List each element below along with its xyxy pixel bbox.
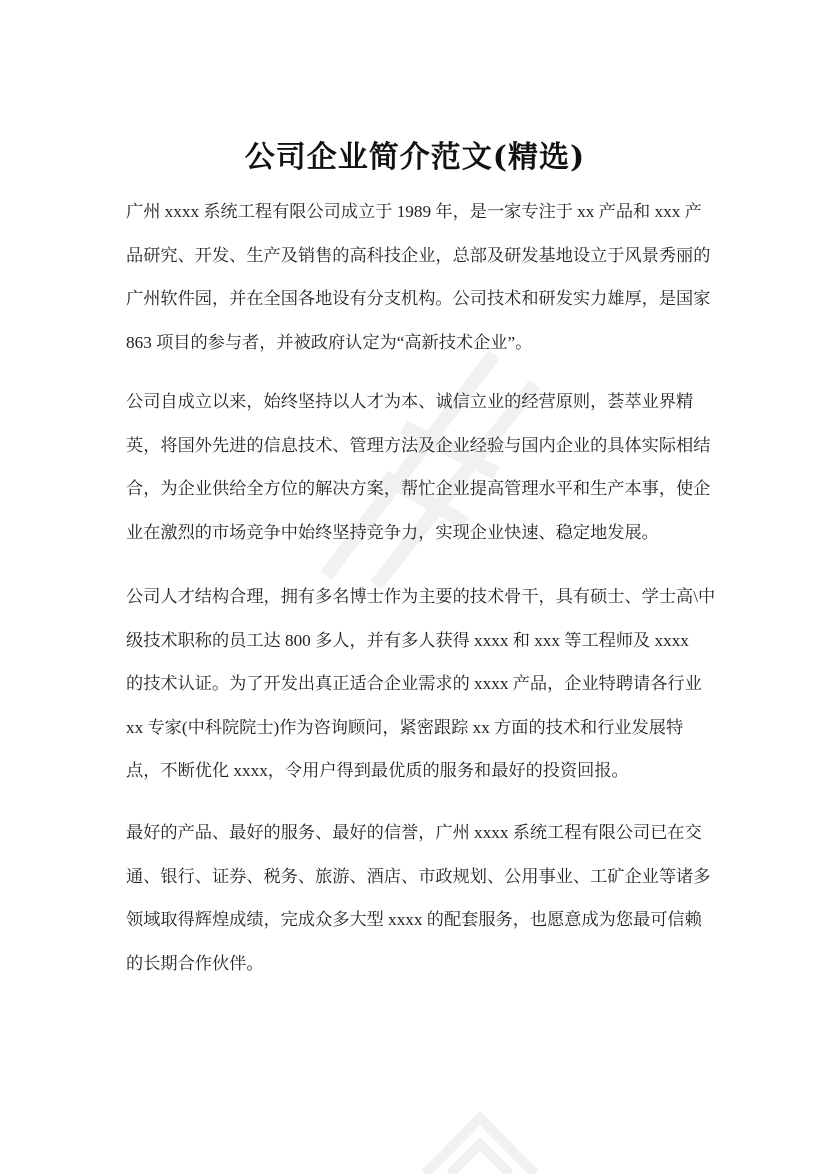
text-line: 合，为企业供给全方位的解决方案，帮忙企业提高管理水平和生产本事，使企 xyxy=(126,479,711,499)
text-line: 的技术认证。为了开发出真正适合企业需求的 xxxx 产品，企业特聘请各行业 xyxy=(126,674,702,694)
text-line: 级技术职称的员工达 800 多人，并有多人获得 xxxx 和 xxx 等工程师及 xxxx xyxy=(126,630,689,650)
paragraph-2 xyxy=(126,380,711,554)
text-line: 品研究、开发、生产及销售的高科技企业，总部及研发基地设立于风景秀丽的 xyxy=(126,245,711,265)
paragraph-3 xyxy=(126,575,716,793)
text-line: 业在激烈的市场竞争中始终坚持竞争力，实现企业快速、稳定地发展。 xyxy=(126,522,659,542)
text-line: 863 项目的参与者，并被政府认定为“高新技术企业”。 xyxy=(126,332,533,352)
text-line: 英，将国外先进的信息技术、管理方法及企业经验与国内企业的具体实际相结 xyxy=(126,435,711,455)
paragraph-1 xyxy=(126,190,711,364)
text-line: 广州软件园，并在全国各地设有分支机构。公司技术和研发实力雄厚，是国家 xyxy=(126,289,711,309)
text-line: 最好的产品、最好的服务、最好的信誉，广州 xxxx 系统工程有限公司已在交 xyxy=(126,823,702,842)
text-line: 领域取得辉煌成绩，完成众多大型 xxxx 的配套服务，也愿意成为您最可信赖 xyxy=(126,910,702,930)
text-line: 的长期合作伙伴。 xyxy=(126,953,264,973)
paragraph-4 xyxy=(126,811,711,985)
text-line: xx 专家(中科院院士)作为咨询顾问，紧密跟踪 xx 方面的技术和行业发展特 xyxy=(126,717,684,737)
text-line: 公司人才结构合理，拥有多名博士作为主要的技术骨干，具有硕士、学士高\中 xyxy=(126,587,716,606)
text-line: 公司自成立以来，始终坚持以人才为本、诚信立业的经营原则，荟萃业界精 xyxy=(126,392,694,411)
page-title: 公司企业简介范文(精选) xyxy=(244,140,586,176)
text-line: 点，不断优化 xxxx，令用户得到最优质的服务和最好的投资回报。 xyxy=(126,761,629,781)
watermark-logo-icon-bottom xyxy=(420,1110,540,1174)
text-line: 通、银行、证券、税务、旅游、酒店、市政规划、公用事业、工矿企业等诸多 xyxy=(126,866,711,886)
text-line: 广州 xxxx 系统工程有限公司成立于 1989 年，是一家专注于 xx 产品和 xxx 产 xyxy=(126,202,702,221)
